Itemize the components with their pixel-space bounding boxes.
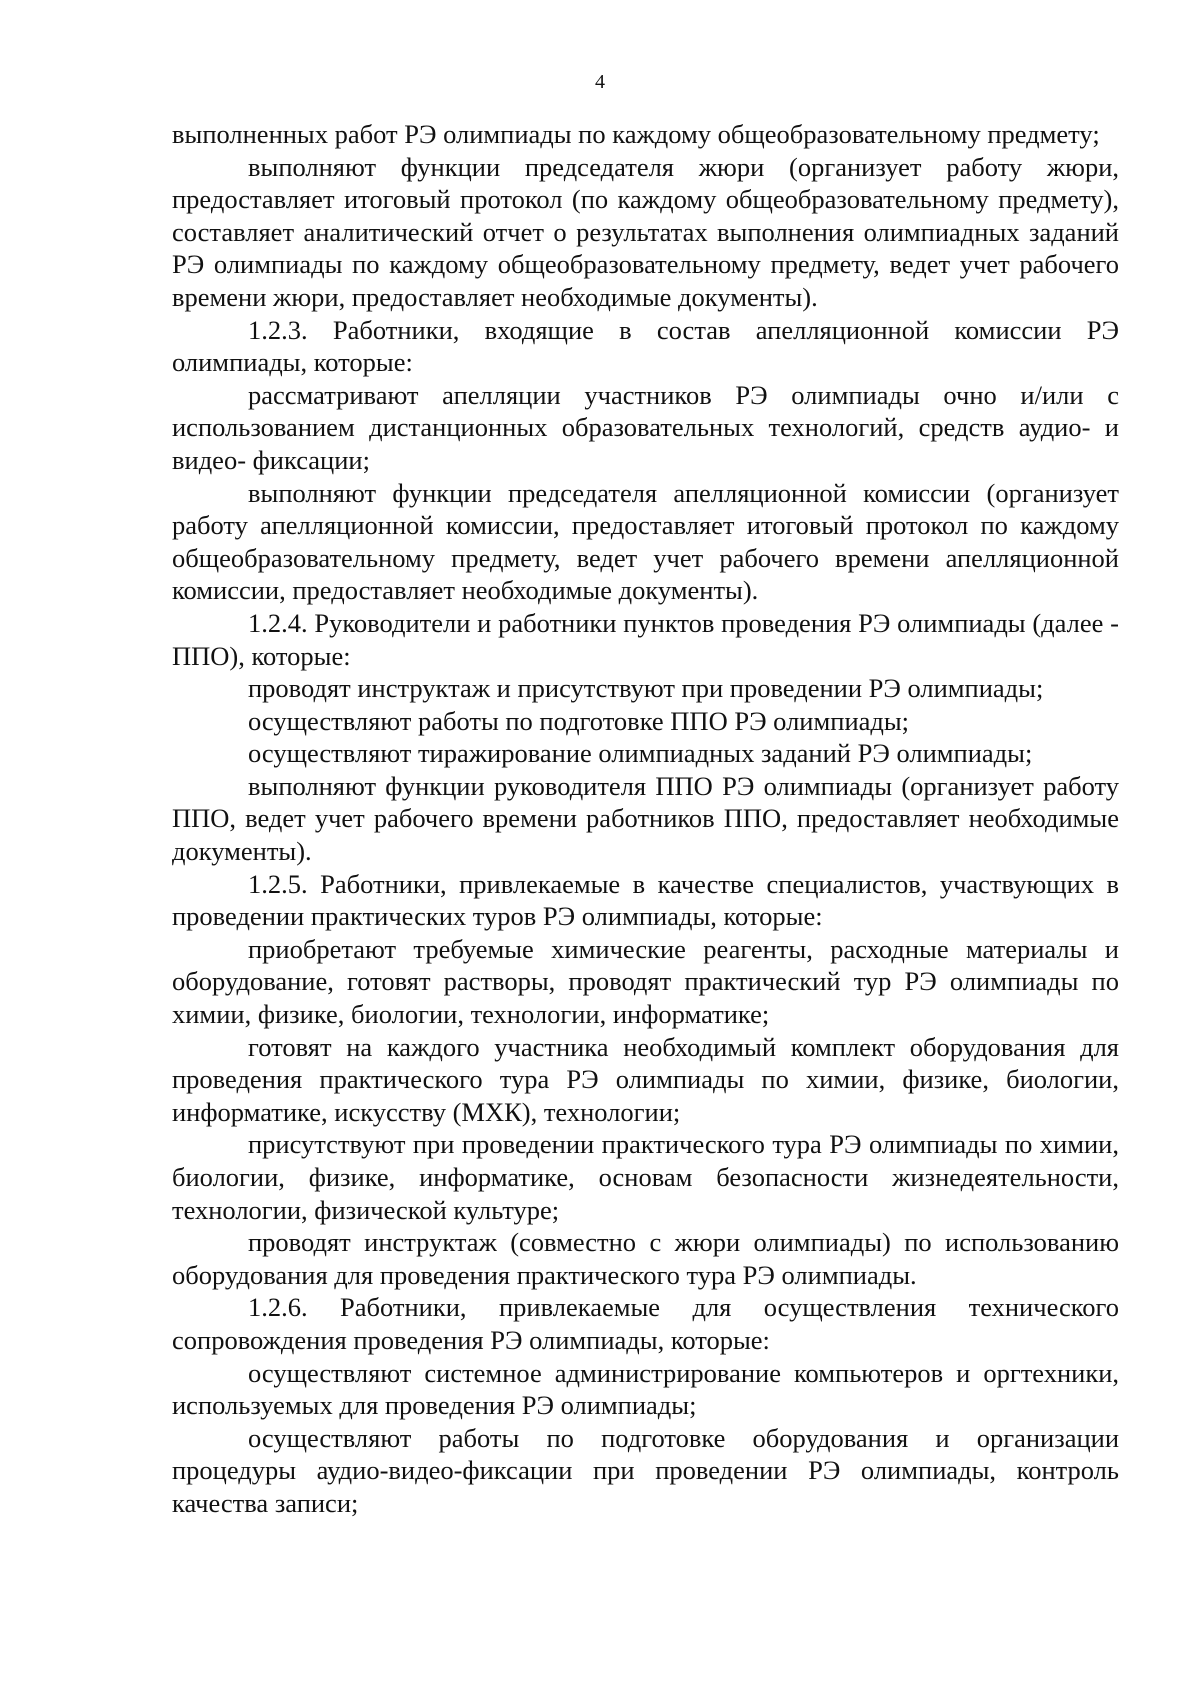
list-item: осуществляют тиражирование олимпиадных заданий РЭ олимпиады;: [248, 738, 1033, 769]
section-heading-1-2-4: 1.2.4. Руководители и работники пунктов проведения РЭ олимпиады (далее - ППО), которые:: [172, 607, 1119, 671]
paragraph: выполняют функции руководителя ППО РЭ олимпиады (организует работу ППО, ведет учет рабочего времени работников ППО, предоставляет необходимые документы).: [172, 770, 1119, 867]
paragraph: выполненных работ РЭ олимпиады по каждому общеобразовательному предмету;: [172, 119, 1100, 149]
paragraph: выполняют функции председателя жюри (организует работу жюри, предоставляет итоговый протокол (по каждому общеобразовательному предмету), составляет аналитический отчет о результатах выполнения олимпиадных заданий РЭ олимпиады по каждому общеобразовательному предмету, ведет учет рабочего времени жюри, предоставляет необходимые документы).: [172, 151, 1119, 312]
document-body: [172, 118, 1119, 1520]
section-heading-1-2-6: 1.2.6. Работники, привлекаемые для осуществления технического сопровождения проведения РЭ олимпиады, которые:: [172, 1292, 1119, 1355]
section-heading-1-2-3: 1.2.3. Работники, входящие в состав апелляционной комиссии РЭ олимпиады, которые:: [172, 314, 1119, 378]
paragraph: готовят на каждого участника необходимый комплект оборудования для проведения практического тура РЭ олимпиады по химии, физике, биологии, информатике, искусству (МХК), технологии;: [172, 1031, 1119, 1127]
paragraph: осуществляют системное администрирование компьютеров и оргтехники, используемых для проведения РЭ олимпиады;: [172, 1357, 1119, 1421]
section-heading-1-2-5: 1.2.5. Работники, привлекаемые в качестве специалистов, участвующих в проведении практических туров РЭ олимпиады, которые:: [172, 868, 1119, 932]
paragraph: осуществляют работы по подготовке оборудования и организации процедуры аудио-видео-фиксации при проведении РЭ олимпиады, контроль качества записи;: [172, 1422, 1119, 1518]
paragraph: выполняют функции председателя апелляционной комиссии (организует работу апелляционной комиссии, предоставляет итоговый протокол по каждому общеобразовательному предмету, ведет учет рабочего времени апелляционной комиссии, предоставляет необходимые документы).: [172, 477, 1119, 606]
list-item: осуществляют работы по подготовке ППО РЭ олимпиады;: [248, 705, 910, 736]
page-number: 4: [595, 71, 605, 93]
paragraph: присутствуют при проведении практического тура РЭ олимпиады по химии, биологии, физике, информатике, основам безопасности жизнедеятельности, технологии, физической культуре;: [172, 1129, 1119, 1225]
paragraph: рассматривают апелляции участников РЭ олимпиады очно и/или с использованием дистанционных образовательных технологий, средств аудио- и видео- фиксации;: [172, 379, 1119, 475]
paragraph: приобретают требуемые химические реагенты, расходные материалы и оборудование, готовят растворы, проводят практический тур РЭ олимпиады по химии, физике, биологии, технологии, информатике;: [172, 933, 1119, 1030]
paragraph: проводят инструктаж (совместно с жюри олимпиады) по использованию оборудования для проведения практического тура РЭ олимпиады.: [172, 1227, 1119, 1290]
list-item: проводят инструктаж и присутствуют при проведении РЭ олимпиады;: [248, 673, 1044, 704]
